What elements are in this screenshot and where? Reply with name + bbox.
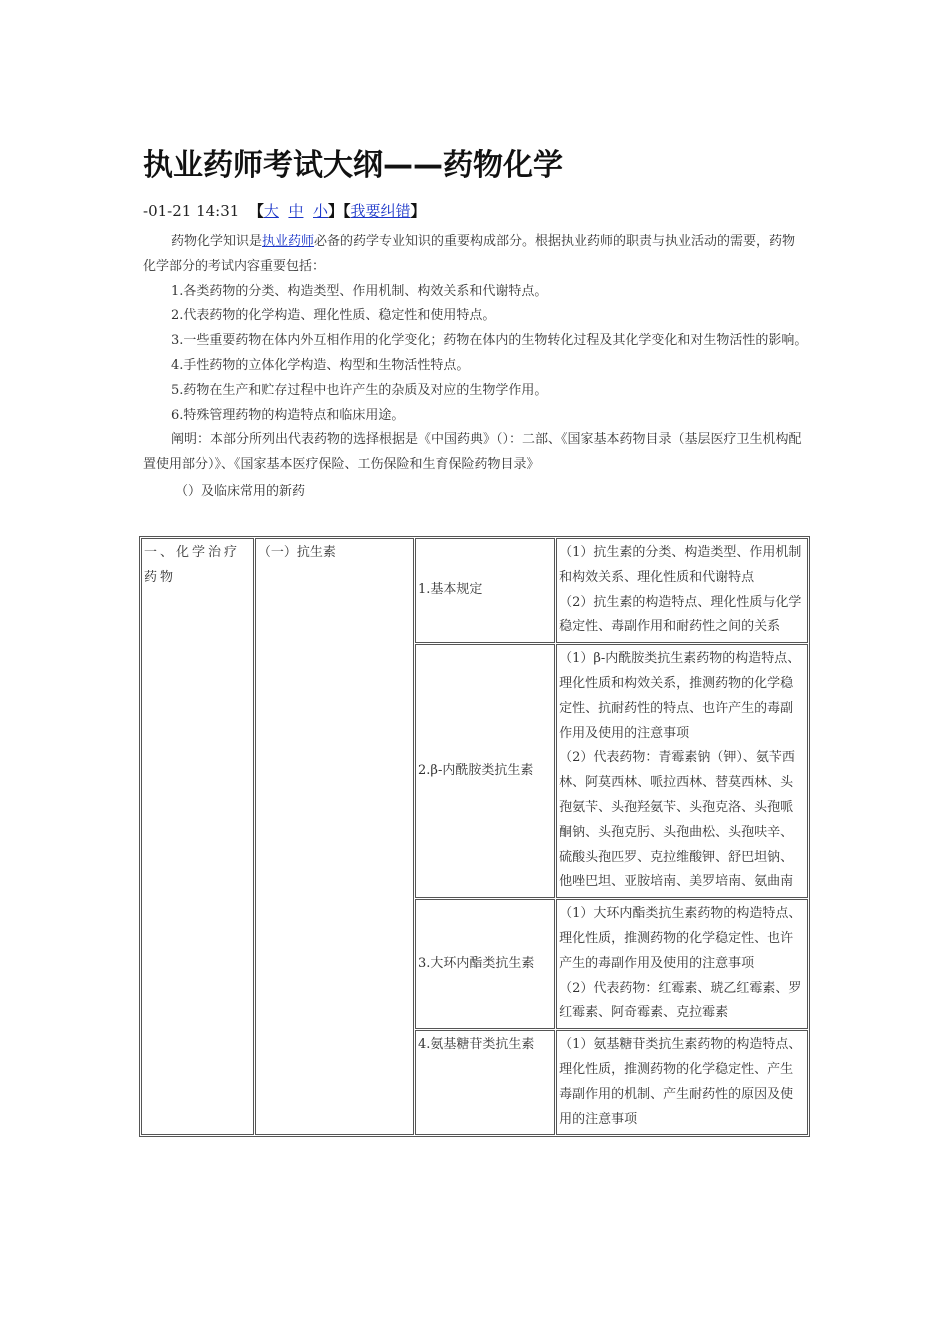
intro-paragraph: [143, 230, 808, 280]
subunit-cell: （一）抗生素: [255, 538, 414, 1135]
requirements-cell: [556, 644, 808, 898]
exam-item-1: 1.各类药物的分类、构造类型、作用机制、构效关系和代谢特点。: [171, 283, 548, 299]
note-tail: （）及临床常用的新药: [175, 483, 306, 499]
intro-text-pre: 药物化学知识是: [171, 234, 263, 249]
table-row: [141, 538, 808, 643]
exam-item-5: 5.药物在生产和贮存过程中也许产生的杂质及对应的生物学作用。: [171, 382, 548, 398]
requirements-cell: [556, 538, 808, 643]
note-paragraph: 阐明：本部分所列出代表药物的选择根据是《中国药典》（）：二部、《国家基本药物目录（基层医疗卫生机构配置使用部分）》、《国家基本医疗保险、工伤保险和生育保险药物目录》: [143, 432, 802, 473]
unit-cell: 一、化学治疗药物: [141, 538, 254, 1135]
topic-cell: 1.基本规定: [415, 538, 555, 643]
syllabus-table: [139, 536, 810, 1137]
requirement-item: （2）代表药物：青霉素钠（钾）、氨苄西林、阿莫西林、哌拉西林、替莫西林、头孢氨苄、头孢羟氨苄、头孢克洛、头孢哌酮钠、头孢克肟、头孢曲松、头孢呋辛、硫酸头孢匹罗、克拉维酸钾、舒巴坦钠、他唑巴坦、亚胺培南、美罗培南、氨曲南: [559, 750, 795, 890]
font-size-small-link[interactable]: 小: [313, 202, 329, 220]
requirement-item: （1）氨基糖苷类抗生素药物的构造特点、理化性质，推测药物的化学稳定性、产生毒副作用的机制、产生耐药性的原因及使用的注意事项: [559, 1037, 802, 1127]
requirement-item: （2）抗生素的构造特点、理化性质与化学稳定性、毒副作用和耐药性之间的关系: [559, 594, 802, 635]
requirements-cell: [556, 1030, 808, 1135]
requirement-item: （1）β-内酰胺类抗生素药物的构造特点、理化性质和构效关系，推测药物的化学稳定性、抗耐药性的特点、也许产生的毒副作用及使用的注意事项: [559, 651, 801, 741]
topic-cell: 4.氨基糖苷类抗生素: [415, 1030, 555, 1135]
publish-date: -01-21 14:31: [143, 202, 240, 220]
bracket-middle: 】【: [328, 202, 351, 220]
report-error-link[interactable]: 我要纠错: [350, 202, 411, 220]
page-title: 执业药师考试大纲——药物化学: [143, 148, 563, 183]
bracket-close: 】: [410, 202, 426, 220]
exam-item-2: 2.代表药物的化学构造、理化性质、稳定性和使用特点。: [171, 308, 496, 324]
exam-item-3: 3.一些重要药物在体内外互相作用的化学变化；药物在体内的生物转化过程及其化学变化和对生物活性的影响。: [171, 333, 808, 349]
intro-text-post: 必备的药学专业知识的重要构成部分。根据执业药师的职责与执业活动的需要，药物化学部分的考试内容重要包括：: [143, 234, 796, 274]
exam-item-6: 6.特殊管理药物的构造特点和临床用途。: [171, 407, 405, 423]
topic-cell: 3.大环内酯类抗生素: [415, 899, 555, 1029]
font-size-large-link[interactable]: 大: [263, 202, 279, 220]
requirement-item: （1）大环内酯类抗生素药物的构造特点、理化性质，推测药物的化学稳定性、也许产生的毒副作用及使用的注意事项: [559, 906, 802, 971]
exam-item-4: 4.手性药物的立体化学构造、构型和生物活性特点。: [171, 357, 470, 373]
font-size-medium-link[interactable]: 中: [288, 202, 304, 220]
pharmacist-link[interactable]: 执业药师: [262, 234, 315, 249]
requirement-item: （2）代表药物：红霉素、琥乙红霉素、罗红霉素、阿奇霉素、克拉霉素: [559, 980, 802, 1021]
bracket-open: 【: [248, 202, 264, 220]
article-meta: [143, 200, 426, 221]
requirement-item: （1）抗生素的分类、构造类型、作用机制和构效关系、理化性质和代谢特点: [559, 545, 802, 585]
requirements-cell: [556, 899, 808, 1029]
intro-section: [143, 230, 808, 505]
topic-cell: 2.β-内酰胺类抗生素: [415, 644, 555, 898]
